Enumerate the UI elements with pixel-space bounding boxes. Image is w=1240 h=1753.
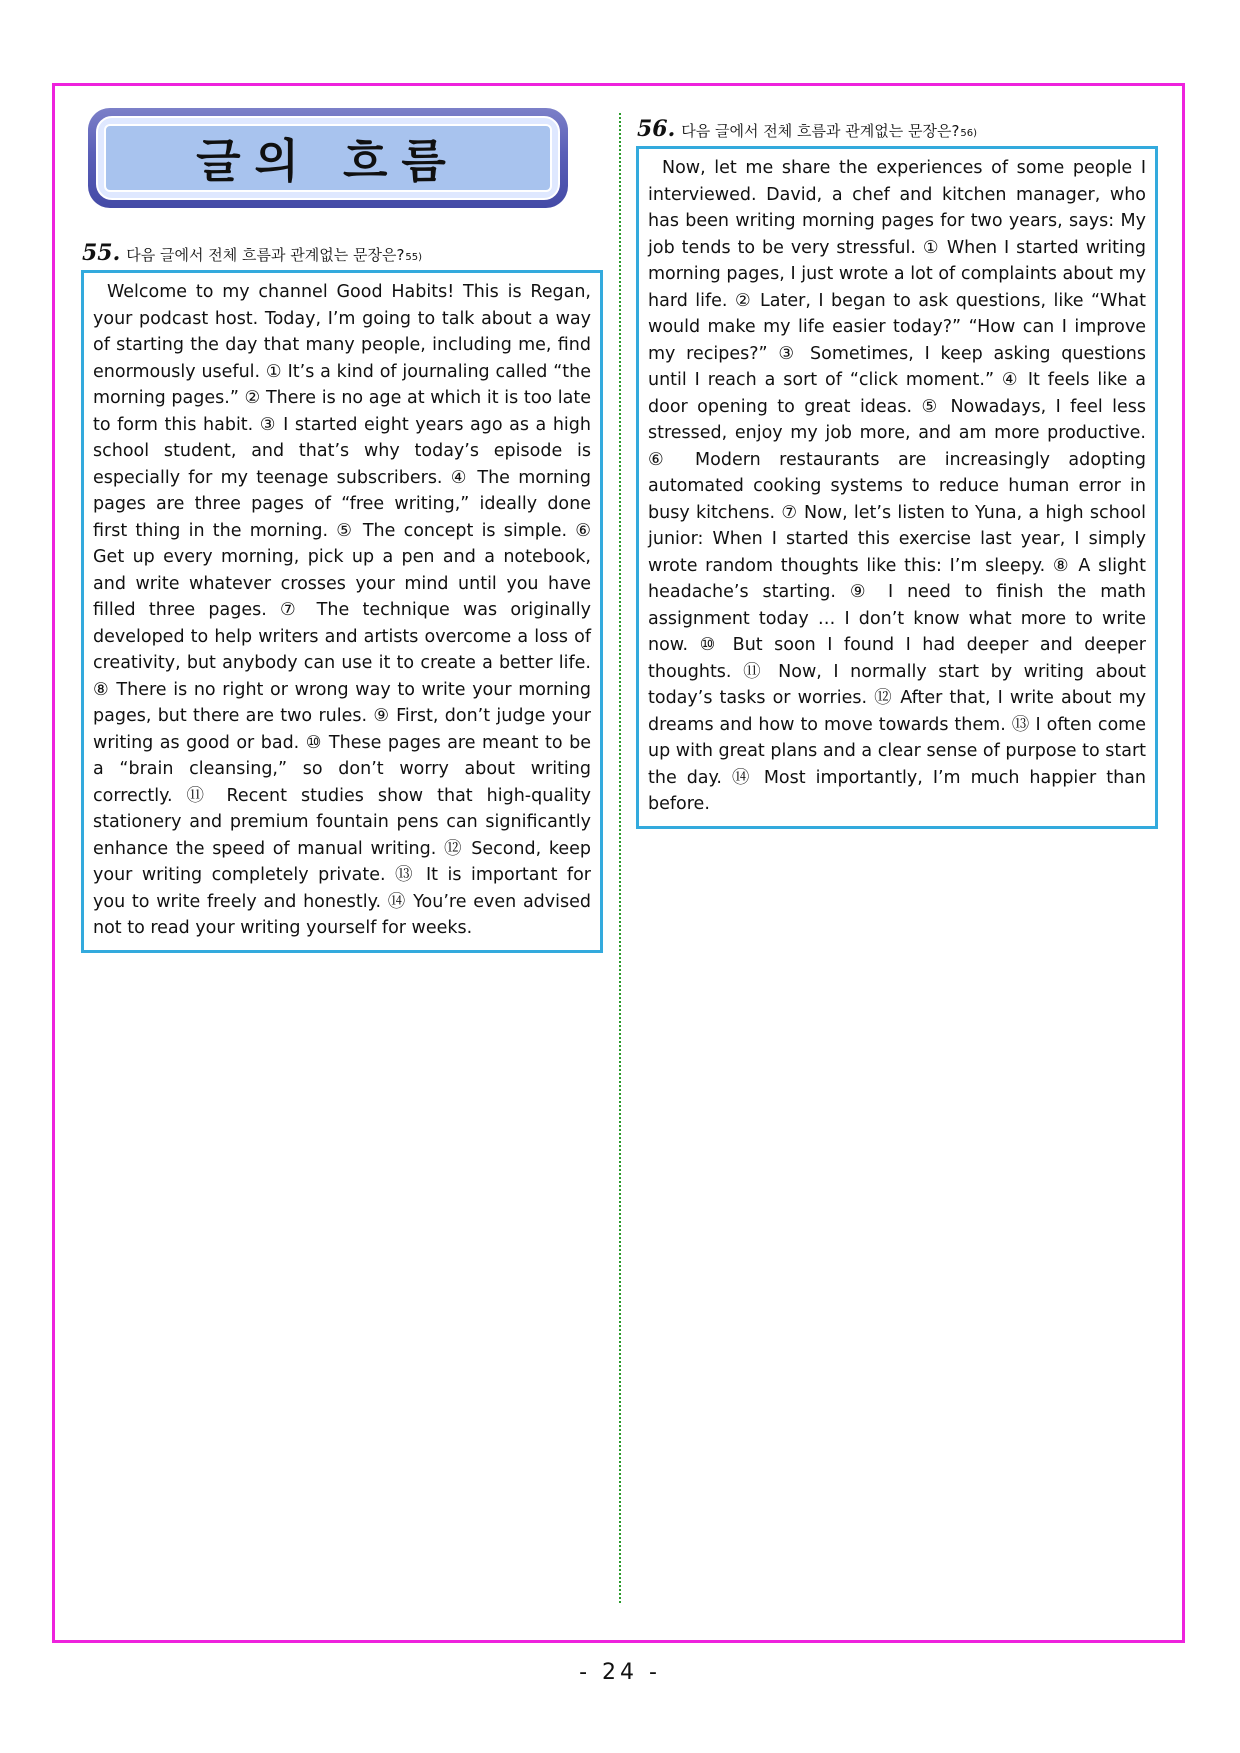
question-56-header <box>637 116 977 142</box>
question-55-passage: Welcome to my channel Good Habits! This is Regan, your podcast host. Today, I’m going to talk about a way of starting the day that many people, including me, find enormously useful. ① It’s a kind of journaling called “the morning pages.” ② There is no age at which it is too late to form this habit. ③ I started eight years ago as a high school student, and that’s why today’s episode is especially for my teenage subscribers. ④ The morning pages are three pages of “free writing,” ideally done first thing in the morning. ⑤ The concept is simple. ⑥ Get up every morning, pick up a pen and a notebook, and write whatever crosses your mind until you have filled three pages. ⑦ The technique was originally developed to help writers and artists overcome a loss of creativity, but anybody can use it to create a better life. ⑧ There is no right or wrong way to write your morning pages, but there are two rules. ⑨ First, don’t judge your writing as good or bad. ⑩ These pages are meant to be a “brain cleansing,” so don’t worry about writing correctly. ⑪ Recent studies show that high-quality stationery and premium fountain pens can significantly enhance the speed of manual writing. ⑫ Second, keep your writing completely private. ⑬ It is important for you to write freely and honestly. ⑭ You’re even advised not to read your writing yourself for weeks. <box>93 282 591 938</box>
question-55-passage-box <box>81 270 603 953</box>
question-prompt: 다음 글에서 전체 흐름과 관계없는 문장은? <box>126 246 405 264</box>
question-prompt: 다음 글에서 전체 흐름과 관계없는 문장은? <box>681 122 960 140</box>
section-title: 글의 흐름 <box>196 134 460 188</box>
question-55-header <box>82 240 422 266</box>
column-divider <box>619 113 621 1603</box>
section-title-banner <box>88 108 568 208</box>
page-number: - 24 - <box>579 1660 661 1685</box>
question-56-passage: Now, let me share the experiences of some people I interviewed. David, a chef and kitchen manager, who has been writing morning pages for two years, says: My job tends to be very stressful. ① When I started writing morning pages, I just wrote a lot of complaints about my hard life. ② Later, I began to ask questions, like “What would make my life easier today?” “How can I improve my recipes?” ③ Sometimes, I keep asking questions until I reach a sort of “click moment.” ④ It feels like a door opening to great ideas. ⑤ Nowadays, I feel less stressed, enjoy my job more, and am more productive. ⑥ Modern restaurants are increasingly adopting automated cooking systems to reduce human error in busy kitchens. ⑦ Now, let’s listen to Yuna, a high school junior: When I started this exercise last year, I simply wrote random thoughts like this: I’m sleepy. ⑧ A slight headache’s starting. ⑨ I need to finish the math assignment today … I don’t know what more to write now. ⑩ But soon I found I had deeper and deeper thoughts. ⑪ Now, I normally start by writing about today’s tasks or worries. ⑫ After that, I write about my dreams and how to move towards them. ⑬ I often come up with great plans and a clear sense of purpose to start the day. ⑭ Most importantly, I’m much happier than before. <box>648 158 1146 814</box>
question-number: 55. <box>82 240 121 266</box>
section-title-inner <box>96 116 560 200</box>
question-56-passage-box <box>636 146 1158 829</box>
question-footnote-ref: 56) <box>960 128 978 139</box>
question-number: 56. <box>637 116 676 142</box>
section-title-core <box>104 124 552 192</box>
question-footnote-ref: 55) <box>405 252 423 263</box>
